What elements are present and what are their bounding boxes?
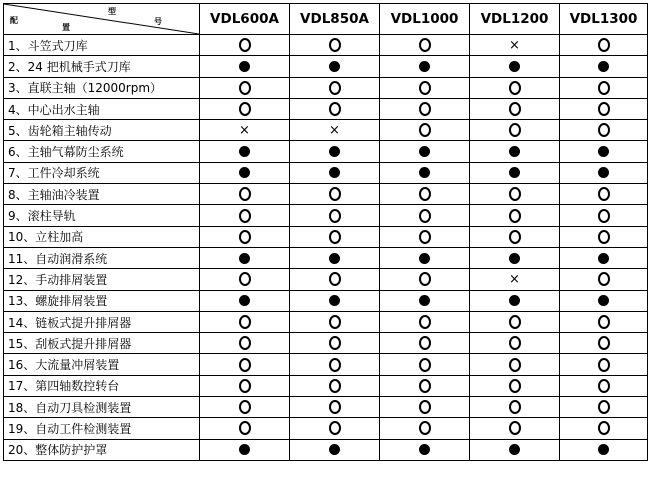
availability-cell <box>200 418 290 439</box>
corner-label-bottom-2: 置 <box>62 23 70 32</box>
ring-icon <box>329 102 341 116</box>
availability-cell <box>380 354 470 375</box>
dot-icon <box>598 61 609 72</box>
availability-cell <box>560 375 648 396</box>
availability-cell <box>560 226 648 247</box>
availability-cell <box>380 418 470 439</box>
availability-cell <box>290 375 380 396</box>
ring-icon <box>329 81 341 95</box>
ring-icon <box>239 272 251 286</box>
availability-cell <box>290 35 380 56</box>
availability-cell <box>290 333 380 354</box>
availability-cell <box>380 205 470 226</box>
ring-icon <box>509 421 521 435</box>
dot-icon <box>329 295 340 306</box>
feature-label: 14、链板式提升排屑器 <box>4 311 200 332</box>
availability-cell <box>290 162 380 183</box>
availability-cell <box>380 333 470 354</box>
ring-icon <box>509 102 521 116</box>
dot-icon <box>239 61 250 72</box>
ring-icon <box>509 400 521 414</box>
dot-icon <box>419 167 430 178</box>
dot-icon <box>419 61 430 72</box>
ring-icon <box>509 230 521 244</box>
ring-icon <box>419 230 431 244</box>
availability-cell <box>290 141 380 162</box>
ring-icon <box>598 123 610 137</box>
availability-cell <box>200 184 290 205</box>
table-row <box>4 333 648 354</box>
dot-icon <box>509 253 520 264</box>
dot-icon <box>509 167 520 178</box>
ring-icon <box>329 379 341 393</box>
dot-icon <box>598 444 609 455</box>
availability-cell <box>560 333 648 354</box>
availability-cell <box>560 205 648 226</box>
availability-cell <box>560 56 648 77</box>
dot-icon <box>239 295 250 306</box>
table-row <box>4 439 648 460</box>
availability-cell <box>560 397 648 418</box>
availability-cell <box>200 269 290 290</box>
availability-cell <box>200 120 290 141</box>
availability-cell <box>560 418 648 439</box>
availability-cell <box>290 77 380 98</box>
dot-icon <box>419 444 430 455</box>
ring-icon <box>598 336 610 350</box>
availability-cell <box>200 141 290 162</box>
availability-cell <box>380 439 470 460</box>
ring-icon <box>329 336 341 350</box>
availability-cell <box>380 77 470 98</box>
availability-cell <box>200 226 290 247</box>
ring-icon <box>598 102 610 116</box>
availability-cell <box>290 226 380 247</box>
availability-cell <box>290 269 380 290</box>
availability-cell <box>560 269 648 290</box>
model-header: VDL1000 <box>380 4 470 35</box>
ring-icon <box>419 102 431 116</box>
dot-icon <box>419 253 430 264</box>
availability-cell <box>290 247 380 268</box>
availability-cell <box>380 162 470 183</box>
ring-icon <box>419 315 431 329</box>
dot-icon <box>419 295 430 306</box>
ring-icon <box>598 400 610 414</box>
ring-icon <box>329 230 341 244</box>
dot-icon <box>509 146 520 157</box>
availability-cell <box>470 375 560 396</box>
ring-icon <box>329 209 341 223</box>
ring-icon <box>419 358 431 372</box>
ring-icon <box>239 81 251 95</box>
availability-cell <box>200 205 290 226</box>
feature-label: 5、齿轮箱主轴传动 <box>4 120 200 141</box>
feature-label: 6、主轴气幕防尘系统 <box>4 141 200 162</box>
table-row <box>4 247 648 268</box>
availability-cell <box>470 269 560 290</box>
dot-icon <box>329 253 340 264</box>
availability-cell <box>560 354 648 375</box>
dot-icon <box>239 167 250 178</box>
availability-cell <box>380 375 470 396</box>
table-row <box>4 141 648 162</box>
model-header: VDL1300 <box>560 4 648 35</box>
availability-cell <box>380 120 470 141</box>
ring-icon <box>329 272 341 286</box>
dot-icon <box>509 61 520 72</box>
ring-icon <box>598 379 610 393</box>
ring-icon <box>509 315 521 329</box>
availability-cell <box>380 290 470 311</box>
availability-cell <box>200 290 290 311</box>
table-row <box>4 375 648 396</box>
ring-icon <box>598 187 610 201</box>
feature-label: 17、第四轴数控转台 <box>4 375 200 396</box>
dot-icon <box>239 146 250 157</box>
diagonal-line <box>4 4 199 34</box>
dot-icon <box>329 444 340 455</box>
availability-cell <box>470 247 560 268</box>
availability-cell <box>200 56 290 77</box>
availability-cell <box>200 354 290 375</box>
availability-cell <box>560 247 648 268</box>
feature-label: 8、主轴油冷装置 <box>4 184 200 205</box>
feature-label: 16、大流量冲屑装置 <box>4 354 200 375</box>
ring-icon <box>509 81 521 95</box>
availability-cell <box>560 35 648 56</box>
ring-icon <box>419 187 431 201</box>
availability-cell <box>560 162 648 183</box>
ring-icon <box>509 379 521 393</box>
availability-cell <box>470 333 560 354</box>
table-row <box>4 290 648 311</box>
table-row <box>4 98 648 119</box>
feature-label: 19、自动工件检测装置 <box>4 418 200 439</box>
cross-icon: × <box>509 37 520 53</box>
availability-cell <box>560 184 648 205</box>
availability-cell <box>470 120 560 141</box>
table-row <box>4 205 648 226</box>
availability-cell <box>380 56 470 77</box>
header-row <box>4 4 648 35</box>
availability-cell <box>290 290 380 311</box>
availability-cell <box>290 397 380 418</box>
table-row <box>4 269 648 290</box>
feature-label: 13、螺旋排屑装置 <box>4 290 200 311</box>
feature-label: 11、自动润滑系统 <box>4 247 200 268</box>
availability-cell <box>380 35 470 56</box>
dot-icon <box>329 146 340 157</box>
feature-label: 3、直联主轴（12000rpm） <box>4 77 200 98</box>
ring-icon <box>239 38 251 52</box>
availability-cell <box>470 141 560 162</box>
cross-icon: × <box>329 122 340 138</box>
ring-icon <box>598 209 610 223</box>
availability-cell <box>200 77 290 98</box>
ring-icon <box>419 400 431 414</box>
model-header: VDL1200 <box>470 4 560 35</box>
dot-icon <box>598 146 609 157</box>
availability-cell <box>380 247 470 268</box>
cross-icon: × <box>509 271 520 287</box>
availability-cell <box>470 290 560 311</box>
feature-label: 20、整体防护护罩 <box>4 439 200 460</box>
availability-cell <box>290 205 380 226</box>
availability-cell <box>380 397 470 418</box>
ring-icon <box>239 209 251 223</box>
ring-icon <box>239 421 251 435</box>
ring-icon <box>509 336 521 350</box>
table-row <box>4 397 648 418</box>
availability-cell <box>560 98 648 119</box>
availability-cell <box>290 439 380 460</box>
ring-icon <box>239 102 251 116</box>
ring-icon <box>598 421 610 435</box>
availability-cell <box>470 56 560 77</box>
feature-label: 7、工件冷却系统 <box>4 162 200 183</box>
ring-icon <box>598 230 610 244</box>
table-row <box>4 162 648 183</box>
dot-icon <box>419 146 430 157</box>
availability-cell <box>560 141 648 162</box>
availability-cell <box>560 77 648 98</box>
ring-icon <box>329 315 341 329</box>
table-row <box>4 418 648 439</box>
table-row <box>4 77 648 98</box>
availability-cell <box>380 269 470 290</box>
table-row <box>4 184 648 205</box>
availability-cell <box>200 439 290 460</box>
availability-cell <box>560 120 648 141</box>
ring-icon <box>329 358 341 372</box>
cross-icon: × <box>239 122 250 138</box>
corner-label-bottom-1: 配 <box>10 16 18 25</box>
dot-icon <box>598 295 609 306</box>
availability-cell <box>560 311 648 332</box>
model-header: VDL600A <box>200 4 290 35</box>
feature-label: 18、自动刀具检测装置 <box>4 397 200 418</box>
availability-cell <box>380 98 470 119</box>
availability-cell <box>470 162 560 183</box>
dot-icon <box>598 167 609 178</box>
ring-icon <box>598 81 610 95</box>
ring-icon <box>509 209 521 223</box>
availability-cell <box>200 35 290 56</box>
availability-cell <box>200 162 290 183</box>
availability-cell <box>290 56 380 77</box>
availability-cell <box>470 77 560 98</box>
availability-cell <box>470 354 560 375</box>
ring-icon <box>419 421 431 435</box>
availability-cell <box>470 184 560 205</box>
ring-icon <box>419 38 431 52</box>
availability-cell <box>470 205 560 226</box>
availability-cell <box>290 418 380 439</box>
ring-icon <box>419 209 431 223</box>
corner-label-top-1: 型 <box>108 7 116 16</box>
availability-cell <box>290 311 380 332</box>
feature-label: 15、刮板式提升排屑器 <box>4 333 200 354</box>
dot-icon <box>239 253 250 264</box>
dot-icon <box>598 253 609 264</box>
availability-cell <box>380 184 470 205</box>
ring-icon <box>239 336 251 350</box>
dot-icon <box>329 167 340 178</box>
availability-cell <box>470 418 560 439</box>
ring-icon <box>598 358 610 372</box>
availability-cell <box>380 141 470 162</box>
table-row <box>4 120 648 141</box>
availability-cell <box>470 397 560 418</box>
feature-label: 9、滚柱导轨 <box>4 205 200 226</box>
table-row <box>4 311 648 332</box>
availability-cell <box>290 98 380 119</box>
availability-cell <box>470 439 560 460</box>
availability-cell <box>200 311 290 332</box>
ring-icon <box>239 358 251 372</box>
availability-cell <box>470 98 560 119</box>
table-body <box>4 35 648 461</box>
table-row <box>4 354 648 375</box>
availability-cell <box>290 120 380 141</box>
ring-icon <box>419 123 431 137</box>
corner-label-top-2: 号 <box>154 17 162 26</box>
ring-icon <box>329 187 341 201</box>
feature-label: 12、手动排屑装置 <box>4 269 200 290</box>
ring-icon <box>329 400 341 414</box>
ring-icon <box>509 358 521 372</box>
availability-cell <box>200 397 290 418</box>
feature-label: 1、斗笠式刀库 <box>4 35 200 56</box>
ring-icon <box>239 315 251 329</box>
availability-cell <box>290 184 380 205</box>
ring-icon <box>509 123 521 137</box>
feature-label: 2、24 把机械手式刀库 <box>4 56 200 77</box>
availability-cell <box>560 290 648 311</box>
availability-cell <box>380 226 470 247</box>
model-header: VDL850A <box>290 4 380 35</box>
feature-label: 10、立柱加高 <box>4 226 200 247</box>
ring-icon <box>419 81 431 95</box>
table-row <box>4 226 648 247</box>
dot-icon <box>509 444 520 455</box>
dot-icon <box>239 444 250 455</box>
availability-cell <box>560 439 648 460</box>
feature-label: 4、中心出水主轴 <box>4 98 200 119</box>
table-row <box>4 35 648 56</box>
availability-cell <box>470 35 560 56</box>
ring-icon <box>239 187 251 201</box>
dot-icon <box>509 295 520 306</box>
availability-cell <box>290 354 380 375</box>
ring-icon <box>329 38 341 52</box>
ring-icon <box>419 379 431 393</box>
availability-cell <box>470 311 560 332</box>
availability-cell <box>200 98 290 119</box>
dot-icon <box>329 61 340 72</box>
availability-cell <box>200 375 290 396</box>
ring-icon <box>598 272 610 286</box>
ring-icon <box>509 187 521 201</box>
ring-icon <box>419 272 431 286</box>
ring-icon <box>239 400 251 414</box>
availability-cell <box>470 226 560 247</box>
ring-icon <box>419 336 431 350</box>
ring-icon <box>598 315 610 329</box>
availability-cell <box>200 247 290 268</box>
ring-icon <box>329 421 341 435</box>
table-row <box>4 56 648 77</box>
corner-header <box>4 4 200 35</box>
config-table <box>3 3 648 461</box>
ring-icon <box>598 38 610 52</box>
availability-cell <box>380 311 470 332</box>
ring-icon <box>239 230 251 244</box>
ring-icon <box>239 379 251 393</box>
availability-cell <box>200 333 290 354</box>
